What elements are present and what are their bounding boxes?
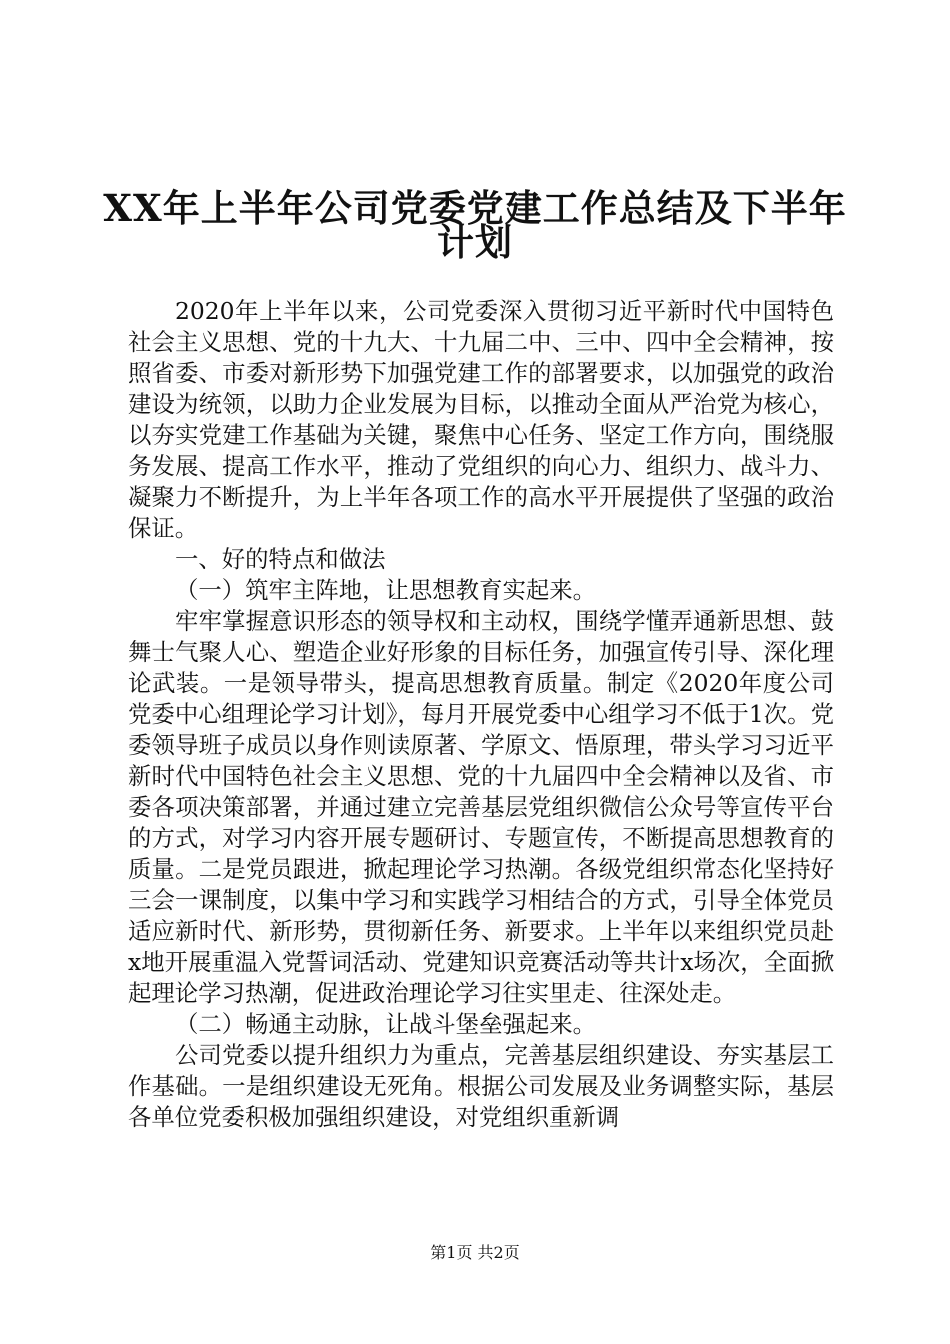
- body-paragraph: 公司党委以提升组织力为重点，完善基层组织建设、夯实基层工作基础。一是组织建设无死角。根据公司发展及业务调整实际，基层各单位党委积极加强组织建设，对党组织重新调: [128, 1041, 834, 1131]
- document-title-line1: XX年上半年公司党委党建工作总结及下半年: [103, 186, 847, 230]
- body-paragraph: 牢牢掌握意识形态的领导权和主动权，围绕学懂弄通新思想、鼓舞士气聚人心、塑造企业好形象的目标任务，加强宣传引导、深化理论武装。一是领导带头，提高思想教育质量。制定《2020年度公司党委中心组理论学习计划》，每月开展党委中心组学习不低于1次。党委领导班子成员以身作则读原著、学原文、悟原理，带头学习习近平新时代中国特色社会主义思想、党的十九届四中全会精神以及省、市委各项决策部署，并通过建立完善基层党组织微信公众号等宣传平台的方式，对学习内容开展专题研讨、专题宣传，不断提高思想教育的质量。二是党员跟进，掀起理论学习热潮。各级党组织常态化坚持好三会一课制度，以集中学习和实践学习相结合的方式，引导全体党员适应新时代、新形势，贯彻新任务、新要求。上半年以来组织党员赴x地开展重温入党誓词活动、党建知识竞赛活动等共计x场次，全面掀起理论学习热潮，促进政治理论学习往实里走、往深处走。: [128, 607, 834, 1007]
- subsection-heading: （一）筑牢主阵地，让思想教育实起来。: [175, 576, 597, 604]
- document-title-line2: 计划: [437, 220, 513, 264]
- section-heading: 一、好的特点和做法: [175, 545, 386, 573]
- page-number-footer: 第1页 共2页: [430, 1243, 520, 1262]
- subsection-heading: （二）畅通主动脉，让战斗堡垒强起来。: [175, 1010, 597, 1038]
- document-body: [128, 296, 834, 1133]
- intro-paragraph: 2020年上半年以来，公司党委深入贯彻习近平新时代中国特色社会主义思想、党的十九大、十九届二中、三中、四中全会精神，按照省委、市委对新形势下加强党建工作的部署要求，以加强党的政治建设为统领，以助力企业发展为目标，以推动全面从严治党为核心，以夯实党建工作基础为关键，聚焦中心任务、坚定工作方向，围绕服务发展、提高工作水平，推动了党组织的向心力、组织力、战斗力、凝聚力不断提升，为上半年各项工作的高水平开展提供了坚强的政治保证。: [128, 297, 834, 542]
